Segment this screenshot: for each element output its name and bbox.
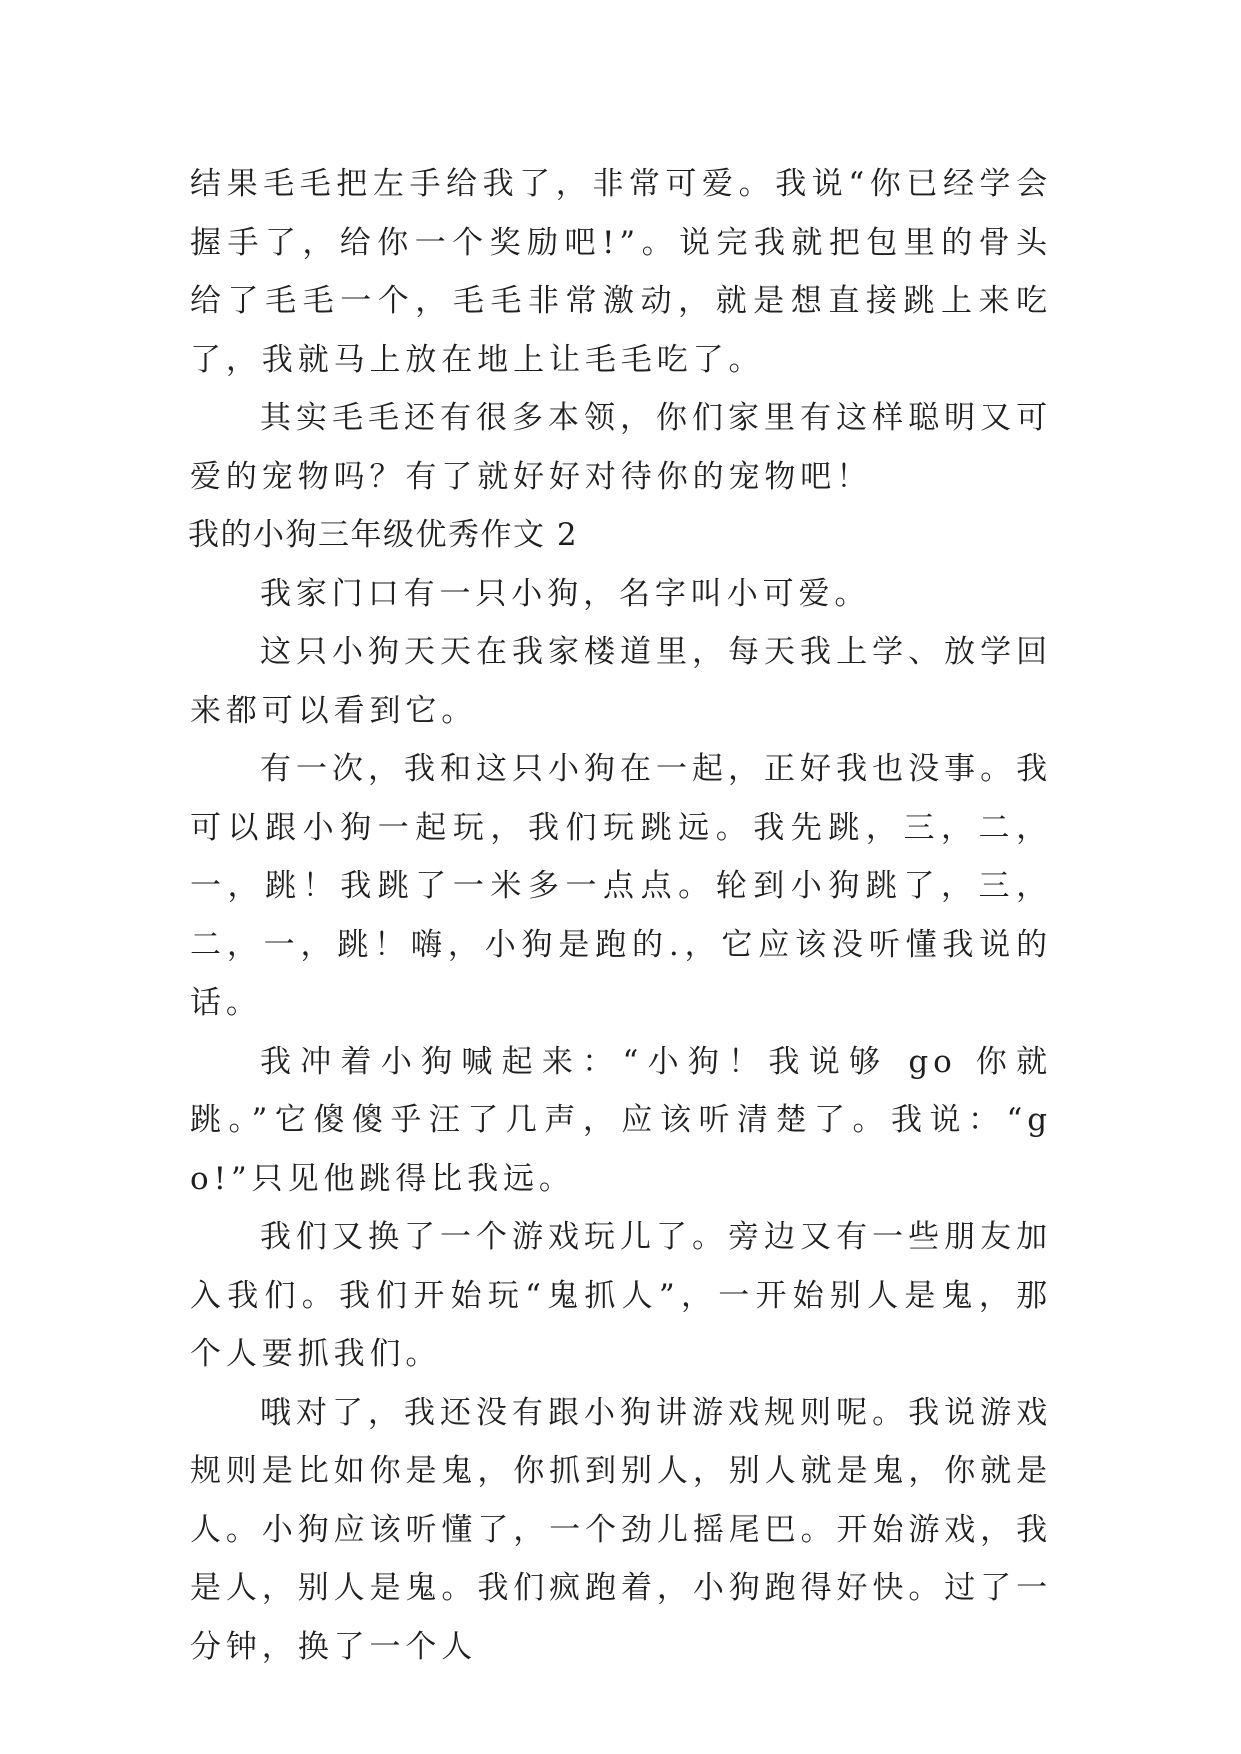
paragraph: 其实毛毛还有很多本领，你们家里有这样聪明又可爱的宠物吗？有了就好好对待你的宠物吧！ [190,400,1052,495]
paragraph: 我们又换了一个游戏玩儿了。旁边又有一些朋友加入我们。我们开始玩“鬼抓人”，一开始别人是鬼，那个人要抓我们。 [190,1219,1052,1372]
paragraph: 我冲着小狗喊起来：“小狗！我说够 go 你就跳。”它傻傻乎汪了几声，应该听清楚了。我说：“go!”只见他跳得比我远。 [190,1043,1052,1197]
paragraph: 有一次，我和这只小狗在一起，正好我也没事。我可以跟小狗一起玩，我们玩跳远。我先跳，三，二，一，跳！我跳了一米多一点点。轮到小狗跳了，三，二，一，跳！嗨，小狗是跑的.，它应该没听懂我说的话。 [190,751,1052,1021]
paragraph: 这只小狗天天在我家楼道里，每天我上学、放学回来都可以看到它。 [190,634,1052,729]
paragraph: 我家门口有一只小狗，名字叫小可爱。 [260,575,871,612]
paragraph-continued: 结果毛毛把左手给我了，非常可爱。我说“你已经学会握手了，给你一个奖励吧!”。说完我就把包里的骨头给了毛毛一个，毛毛非常激动，就是想直接跳上来吃了，我就马上放在地上让毛毛吃了。 [190,166,1052,378]
section-heading: 我的小狗三年级优秀作文 2 [188,517,579,553]
paragraph: 哦对了，我还没有跟小狗讲游戏规则呢。我说游戏规则是比如你是鬼，你抓到别人，别人就是鬼，你就是人。小狗应该听懂了，一个劲儿摇尾巴。开始游戏，我是人，别人是鬼。我们疯跑着，小狗跑得好快。过了一分钟，换了一个人 [190,1394,1052,1665]
document-body [190,155,1052,1676]
